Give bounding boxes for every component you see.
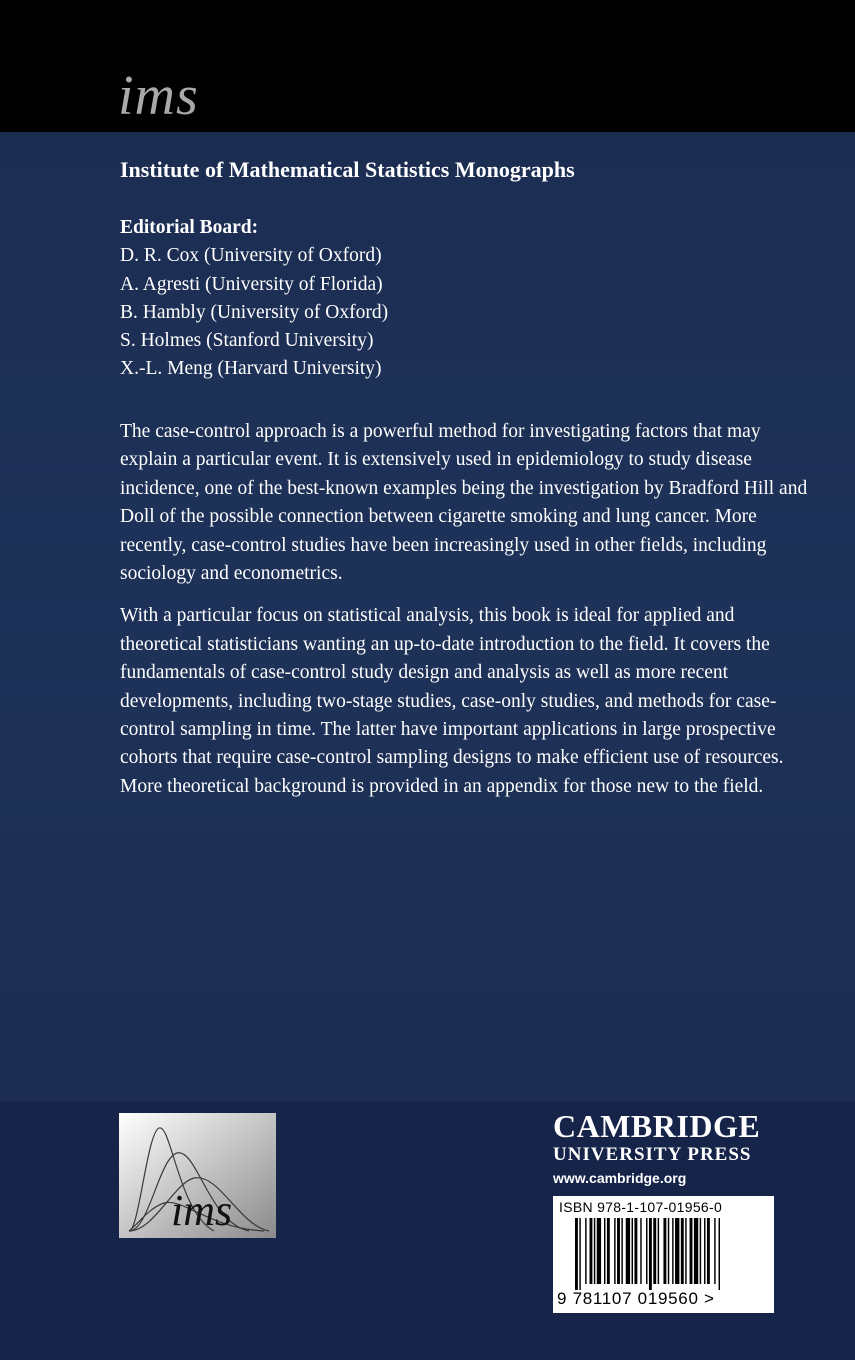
book-description [120, 418, 820, 815]
isbn-barcode [553, 1196, 774, 1313]
barcode-bar [690, 1218, 693, 1284]
barcode-bar [663, 1218, 666, 1284]
barcode-bar [707, 1218, 710, 1284]
barcode-bar [681, 1218, 684, 1284]
board-member: B. Hambly (University of Oxford) [120, 301, 389, 323]
publisher-url: www.cambridge.org [553, 1170, 687, 1186]
isbn-label: ISBN 978-1-107-01956-0 [559, 1199, 723, 1215]
barcode-bar [604, 1218, 605, 1284]
barcode-bar [594, 1218, 595, 1284]
ims-header-logo: ims [118, 65, 199, 127]
barcode-bar [634, 1218, 637, 1284]
barcode-bar [700, 1218, 701, 1284]
ims-series-logo [119, 1113, 276, 1238]
description-paragraph: With a particular focus on statistical analysis, this book is ideal for applied and theoretical statisticians wanting an up-to-date introduction to the field. It covers the fundamentals of case-control study design and analysis as well as more recent developments, including two-stage studies, case-only studies, and methods for case-control sampling in time. The latter have important applications in large prospective cohorts that require case-control sampling designs to make efficient use of resources. More theoretical background is provided in an appendix for those new to the field. [120, 605, 784, 797]
barcode-bar [653, 1218, 656, 1284]
barcode-bar [685, 1218, 686, 1284]
barcode-bar [585, 1218, 586, 1284]
barcode-bar [646, 1218, 647, 1284]
board-member: A. Agresti (University of Florida) [120, 273, 383, 295]
publisher-press: UNIVERSITY PRESS [553, 1144, 752, 1165]
barcode-bar [626, 1218, 630, 1284]
series-title: Institute of Mathematical Statistics Monographs [120, 157, 575, 182]
barcode-bar [597, 1218, 601, 1284]
barcode-bar [658, 1218, 659, 1284]
barcode-bar [579, 1218, 580, 1290]
ean-digits: 9 781107 019560 > [557, 1289, 715, 1308]
barcode-bar [649, 1218, 652, 1290]
barcode-bar [617, 1218, 620, 1284]
publisher-block [553, 1108, 778, 1188]
editorial-board-heading: Editorial Board: [120, 217, 259, 238]
barcode-bar [694, 1218, 698, 1284]
barcode-bar [668, 1218, 669, 1284]
board-member: X.-L. Meng (Harvard University) [120, 358, 382, 380]
barcode-bar [590, 1218, 593, 1284]
barcode-bar [632, 1218, 633, 1284]
barcode-bar [672, 1218, 673, 1284]
barcode-bar [704, 1218, 705, 1284]
barcode-bar [614, 1218, 615, 1284]
barcode-bar [675, 1218, 679, 1284]
description-paragraph: The case-control approach is a powerful method for investigating factors that may explain a particular event. It is extensively used in epidemiology to study disease incidence, one of the best-known examples being the investigation by Bradford Hill and Doll of the possible connection between cigarette smoking and lung cancer. More recently, case-control studies have been increasingly used in other fields, including sociology and econometrics. [120, 421, 808, 585]
ims-logo-text: ims [171, 1186, 233, 1235]
editorial-board [120, 214, 540, 384]
barcode-bar [621, 1218, 622, 1284]
board-member: S. Holmes (Stanford University) [120, 330, 374, 352]
barcode-bars [575, 1218, 755, 1290]
barcode-bar [714, 1218, 715, 1284]
barcode-bar [575, 1218, 578, 1290]
barcode-bar [719, 1218, 720, 1290]
barcode-bar [640, 1218, 641, 1284]
barcode-bar [607, 1218, 610, 1284]
publisher-name: CAMBRIDGE [553, 1108, 761, 1144]
board-member: D. R. Cox (University of Oxford) [120, 245, 382, 267]
